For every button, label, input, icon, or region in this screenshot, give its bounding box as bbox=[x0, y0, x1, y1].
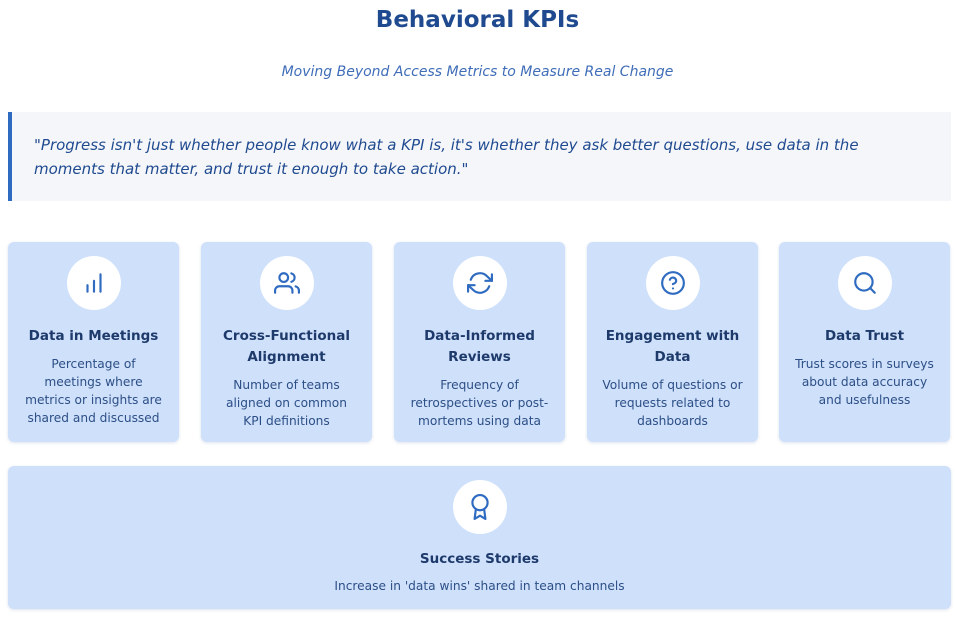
kpi-card-description: Volume of questions or requests related to dashboards bbox=[602, 378, 743, 428]
kpi-card-title: Engagement with Data bbox=[605, 328, 740, 365]
kpi-card-data-in-meetings bbox=[8, 242, 179, 442]
kpi-card-description: Number of teams aligned on common KPI definitions bbox=[226, 378, 347, 428]
bar-chart-icon bbox=[67, 256, 121, 310]
kpi-card-title: Data-Informed Reviews bbox=[424, 328, 535, 365]
refresh-icon bbox=[453, 256, 507, 310]
kpi-card-description: Trust scores in surveys about data accuracy and usefulness bbox=[795, 357, 934, 407]
users-icon bbox=[260, 256, 314, 310]
page-subtitle: Moving Beyond Access Metrics to Measure Real Change bbox=[281, 64, 674, 80]
kpi-card-success-stories bbox=[8, 466, 951, 609]
kpi-card-title: Success Stories bbox=[419, 551, 540, 567]
quote-box bbox=[8, 112, 951, 201]
page-title: Behavioral KPIs bbox=[375, 7, 580, 33]
award-icon bbox=[453, 480, 507, 534]
kpi-card-description: Percentage of meetings where metrics or insights are shared and discussed bbox=[25, 357, 162, 425]
kpi-card-cross-functional-alignment bbox=[201, 242, 372, 442]
kpi-card-engagement-with-data bbox=[587, 242, 758, 442]
search-icon bbox=[838, 256, 892, 310]
kpi-card-title: Cross-Functional Alignment bbox=[223, 328, 350, 365]
kpi-card-data-informed-reviews bbox=[394, 242, 565, 442]
help-circle-icon bbox=[646, 256, 700, 310]
kpi-card-title: Data in Meetings bbox=[28, 328, 159, 344]
kpi-card-data-trust bbox=[779, 242, 950, 442]
kpi-card-description: Increase in 'data wins' shared in team channels bbox=[334, 579, 625, 593]
kpi-card-title: Data Trust bbox=[824, 328, 905, 344]
kpi-card-description: Frequency of retrospectives or post-mortems using data bbox=[410, 378, 549, 428]
quote-text: "Progress isn't just whether people know what a KPI is, it's whether they ask better questions, use data in the moments that matter, and trust it enough to take action." bbox=[34, 136, 859, 178]
